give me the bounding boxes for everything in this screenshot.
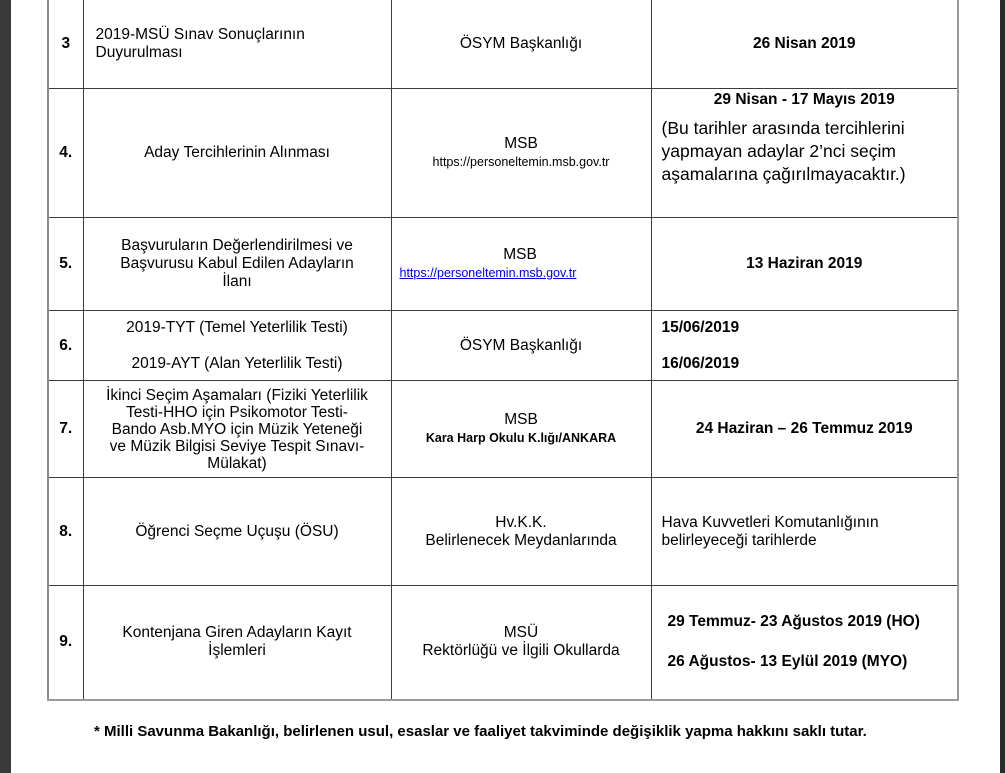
row-number: 3 [48, 0, 83, 89]
table-row [48, 311, 958, 381]
activity-cell: Aday Tercihlerinin Alınması [83, 89, 391, 218]
date-cell: 26 Nisan 2019 [651, 0, 958, 89]
date-note: (Bu tarihler arasında tercihlerini yapmayan adaylar 2’nci seçim aşamalarına çağırılmayacaktır.) [661, 118, 906, 184]
activity-cell: 2019-TYT (Temel Yeterlilik Testi) 2019-AYT (Alan Yeterlilik Testi) [83, 311, 391, 381]
organization-cell: MSB https://personeltemin.msb.gov.tr [391, 218, 651, 311]
table-row [48, 381, 958, 478]
row-number: 9. [48, 586, 83, 700]
organization-cell: ÖSYM Başkanlığı [391, 0, 651, 89]
table-row [48, 478, 958, 586]
footnote: * Milli Savunma Bakanlığı, belirlenen usul, esaslar ve faaliyet takviminde değişiklik yapma hakkını saklı tutar. [94, 723, 867, 740]
organization-cell: ÖSYM Başkanlığı [391, 311, 651, 381]
activity-cell: Öğrenci Seçme Uçuşu (ÖSU) [83, 478, 391, 586]
personnel-url-text: https://personeltemin.msb.gov.tr [432, 155, 610, 169]
date-cell: 29 Nisan - 17 Mayıs 2019 (Bu tarihler arasında tercihlerini yapmayan adaylar 2’nci seçim aşamalarına çağırılmayacaktır.) [651, 89, 958, 218]
organization-cell: MSÜ Rektörlüğü ve İlgili Okullarda [391, 586, 651, 700]
organization-cell: MSB Kara Harp Okulu K.lığı/ANKARA [391, 381, 651, 478]
activity-cell: İkinci Seçim Aşamaları (Fiziki Yeterlilik Testi-HHO için Psikomotor Testi- Bando Asb.MYO için Müzik Yeteneği ve Müzik Bilgisi Seviye Tespit Sınavı- Mülakat) [83, 381, 391, 478]
viewer-edge [1000, 0, 1005, 773]
date-cell: 15/06/2019 16/06/2019 [651, 311, 958, 381]
activity-calendar-table [47, 0, 959, 701]
organization-cell: MSB https://personeltemin.msb.gov.tr [391, 89, 651, 218]
personnel-link[interactable]: https://personeltemin.msb.gov.tr [399, 266, 577, 280]
date-cell: 24 Haziran – 26 Temmuz 2019 [651, 381, 958, 478]
table-row [48, 218, 958, 311]
activity-cell: 2019-MSÜ Sınav Sonuçlarının Duyurulması [83, 0, 391, 89]
row-number: 5. [48, 218, 83, 311]
organization-cell: Hv.K.K. Belirlenecek Meydanlarında [391, 478, 651, 586]
date-cell: Hava Kuvvetleri Komutanlığının belirleyeceği tarihlerde [651, 478, 958, 586]
row-number: 6. [48, 311, 83, 381]
activity-cell: Başvuruların Değerlendirilmesi ve Başvurusu Kabul Edilen Adayların İlanı [83, 218, 391, 311]
date-cell: 29 Temmuz- 23 Ağustos 2019 (HO) 26 Ağustos- 13 Eylül 2019 (MYO) [651, 586, 958, 700]
activity-cell: Kontenjana Giren Adayların Kayıt İşlemleri [83, 586, 391, 700]
table-row [48, 89, 958, 218]
date-cell: 13 Haziran 2019 [651, 218, 958, 311]
row-number: 7. [48, 381, 83, 478]
table-row [48, 586, 958, 700]
row-number: 8. [48, 478, 83, 586]
row-number: 4. [48, 89, 83, 218]
table-row [48, 0, 958, 89]
